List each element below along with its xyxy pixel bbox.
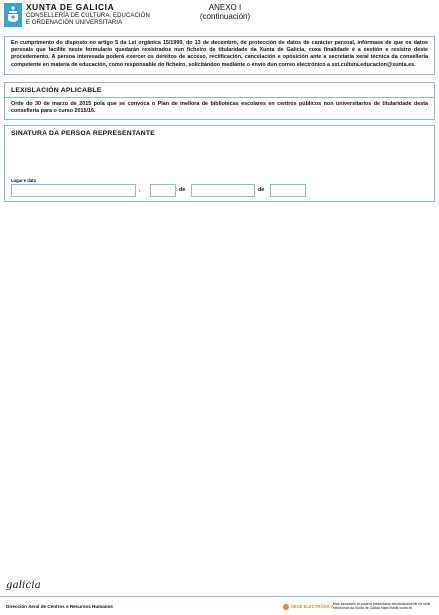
place-input[interactable] [11,184,136,197]
sede-label: SEDE ELECTRÓNICA [291,604,334,609]
xunta-logo-icon [4,3,22,27]
sede-electronica-block [283,602,435,614]
org-sub-line-2: E ORDENACIÓN UNIVERSITARIA [26,20,123,26]
day-input[interactable] [150,184,176,197]
page-header [0,0,439,36]
org-sub-line-1: CONSELLERÍA DE CULTURA, EDUCACIÓN [26,13,150,19]
annex-heading [188,3,262,21]
signature-section [4,125,435,202]
footer-divider [0,596,439,597]
de-separator-2: de [258,187,265,193]
footer-department: Dirección Xeral de Centros e Recursos Humanos [6,604,113,609]
comma-separator: , [139,187,141,193]
legislation-text: Orde do 30 de marzo de 2015 pola que se convoca o Plan de mellora de bibliotecas escolares en centros públicos non universitarios de titularidade desta consellería para o curso 2015/16. [11,101,428,115]
de-separator-1: de [179,187,186,193]
month-input[interactable] [191,184,255,197]
galicia-logo: galicia [6,580,41,591]
annex-subtitle: (continuación) [199,12,251,21]
sede-note: Este formulario só poderá presentarse electronicamente na sede electrónica da Xunta de Galicia https://sede.xunta.es [333,602,431,611]
sede-icon [283,604,289,610]
org-subtitle [26,13,150,27]
org-name: XUNTA DE GALICIA [26,2,115,12]
legislation-title: LEXISLACIÓN APLICABLE [11,87,102,94]
privacy-text: En cumprimento do disposto no artigo 5 da Lei orgánica 15/1999, do 13 de decembro, de protección de datos de carácter persoal, infórmase de que os datos persoais que facilite neste formulario quedarán rexistrados nun ficheiro de titularidade da Xunta de Galicia, cuxa finalidade é a xestión e rexistro deste procedemento. A persoa interesada poderá exercer os dereitos de acceso, rectificación, cancelación e oposición ante a secretaría xeral técnica da consellería competente en materia de educación, como responsable do ficheiro, solicitándoo mediante o envío dun correo electrónico a sxt.cultura.educacion@xunta.es. [11,40,428,68]
signature-title: SINATURA DA PERSOA REPRESENTANTE [11,130,155,137]
privacy-notice [4,36,435,75]
legislation-section [4,82,435,120]
annex-title: ANEXO I [208,3,242,12]
place-date-label: Lugar e data [11,178,36,183]
year-input[interactable] [270,184,306,197]
